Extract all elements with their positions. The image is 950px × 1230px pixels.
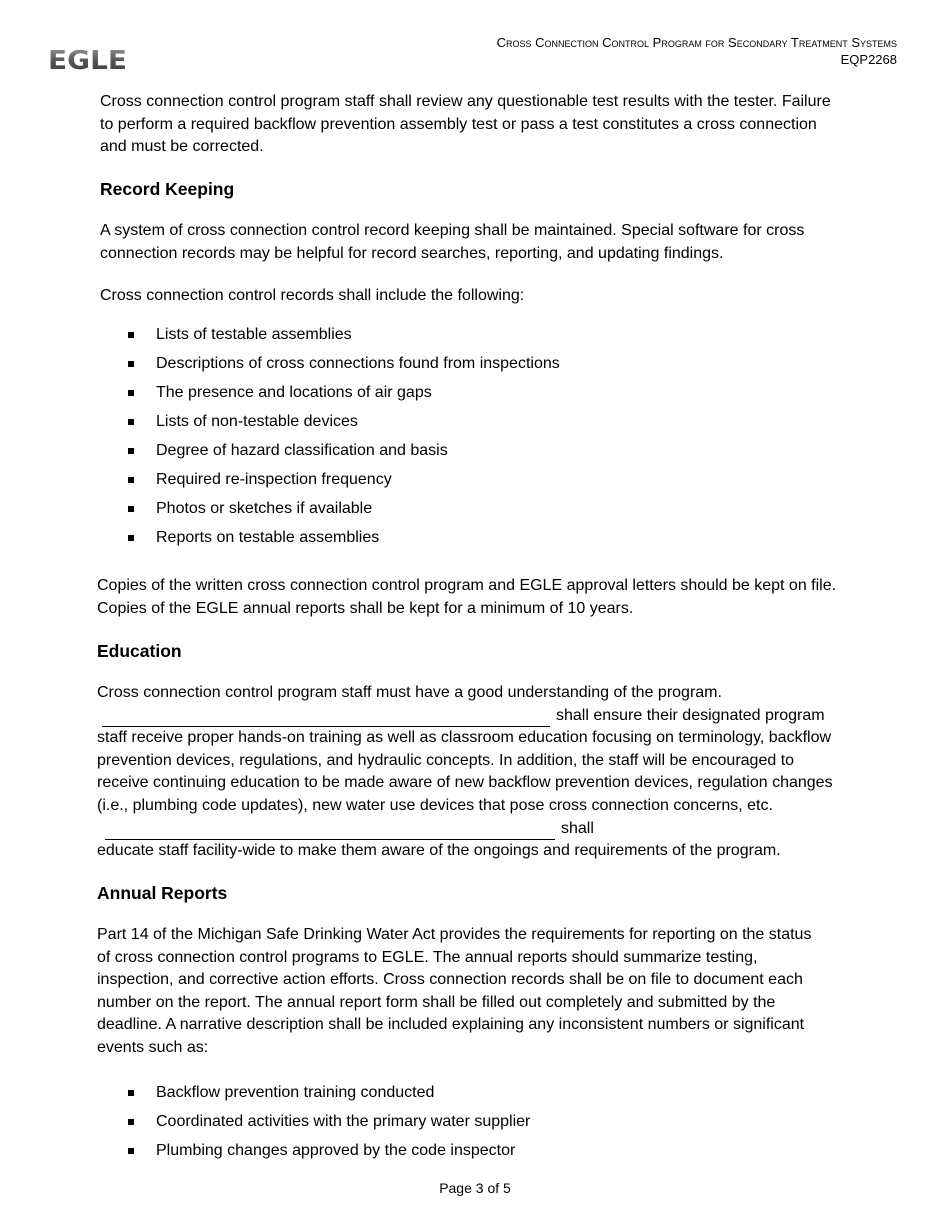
bullet-icon xyxy=(128,1090,134,1096)
list-item: Degree of hazard classification and basis xyxy=(128,440,560,469)
bullet-icon xyxy=(128,506,134,512)
list-item: Reports on testable assemblies xyxy=(128,527,560,556)
education-last-line: educate staff facility-wide to make them aware of the ongoings and requirements of the program. xyxy=(97,842,781,860)
education-middle-text: staff receive proper hands-on training as well as classroom education focusing on terminology, backflow prevention devices, regulations, and hydraulic concepts. In addition, the staff will be encouraged to receive continuing education to be made aware of new backflow prevention devices, regulation changes (i.e., plumbing code updates), new water use devices that pose cross connection concerns, etc. xyxy=(97,729,833,814)
list-item: Descriptions of cross connections found from inspections xyxy=(128,353,560,382)
responsible-party-blank-2[interactable] xyxy=(105,821,555,840)
intro-paragraph: Cross connection control program staff shall review any questionable test results with the tester. Failure to perform a required backflow prevention assembly test or pass a test constitutes a cross connection and must be corrected. xyxy=(100,93,831,156)
education-heading: Education xyxy=(97,641,182,661)
bullet-icon xyxy=(128,448,134,454)
bullet-icon xyxy=(128,332,134,338)
bullet-icon xyxy=(128,535,134,541)
list-item: Lists of testable assemblies xyxy=(128,324,560,353)
bullet-icon xyxy=(128,477,134,483)
annual-reports-heading: Annual Reports xyxy=(97,883,228,903)
copies-paragraph: Copies of the written cross connection control program and EGLE approval letters should be kept on file. Copies of the EGLE annual reports shall be kept for a minimum of 10 years. xyxy=(97,577,837,617)
narrative-events-list xyxy=(128,1082,530,1169)
education-line-2: shall ensure their designated program xyxy=(97,705,857,728)
bullet-icon xyxy=(128,419,134,425)
document-title: Cross Connection Control Program for Secondary Treatment Systems xyxy=(496,35,897,50)
bullet-icon xyxy=(128,1148,134,1154)
list-item: Required re-inspection frequency xyxy=(128,469,560,498)
bullet-icon xyxy=(128,1119,134,1125)
list-item: Lists of non-testable devices xyxy=(128,411,560,440)
page-number: Page 3 of 5 xyxy=(439,1180,511,1196)
list-item: Plumbing changes approved by the code inspector xyxy=(128,1140,530,1169)
list-item: Backflow prevention training conducted xyxy=(128,1082,530,1111)
education-line-1: Cross connection control program staff must have a good understanding of the program. xyxy=(97,684,722,701)
document-code: EQP2268 xyxy=(840,52,897,67)
bullet-icon xyxy=(128,390,134,396)
list-item: The presence and locations of air gaps xyxy=(128,382,560,411)
education-paragraph: Cross connection control program staff must have a good understanding of the program. shall ensure their designated program staff receive proper hands-on training as well as classroom education focusing on terminology, backflow prevention devices, regulations, and hydraulic concepts. In addition, the staff will be encouraged to receive continuing education to be made aware of new backflow prevention devices, regulation changes (i.e., plumbing code updates), new water use devices that pose cross connection concerns, etc.shall educate staff facility-wide to make them aware of the ongoings and requirements of the program. xyxy=(97,682,857,863)
egle-logo xyxy=(48,44,128,72)
records-include-paragraph: Cross connection control records shall include the following: xyxy=(100,287,525,304)
list-item: Photos or sketches if available xyxy=(128,498,560,527)
annual-reports-paragraph: Part 14 of the Michigan Safe Drinking Water Act provides the requirements for reporting on the status of cross connection control programs to EGLE. The annual reports should summarize testing, inspection, and corrective action efforts. Cross connection records shall be on file to document each number on the report. The annual report form shall be filled out completely and submitted by the deadline. A narrative description shall be included explaining any inconsistent numbers or significant events such as: xyxy=(97,926,812,1056)
record-keeping-paragraph: A system of cross connection control record keeping shall be maintained. Special software for cross connection records may be helpful for record searches, reporting, and updating findings. xyxy=(100,222,805,262)
list-item: Coordinated activities with the primary water supplier xyxy=(128,1111,530,1140)
record-keeping-heading: Record Keeping xyxy=(100,179,235,199)
responsible-party-blank-1[interactable] xyxy=(102,708,550,727)
logo-text: EGLE xyxy=(48,46,127,72)
records-list xyxy=(128,324,560,556)
bullet-icon xyxy=(128,361,134,367)
